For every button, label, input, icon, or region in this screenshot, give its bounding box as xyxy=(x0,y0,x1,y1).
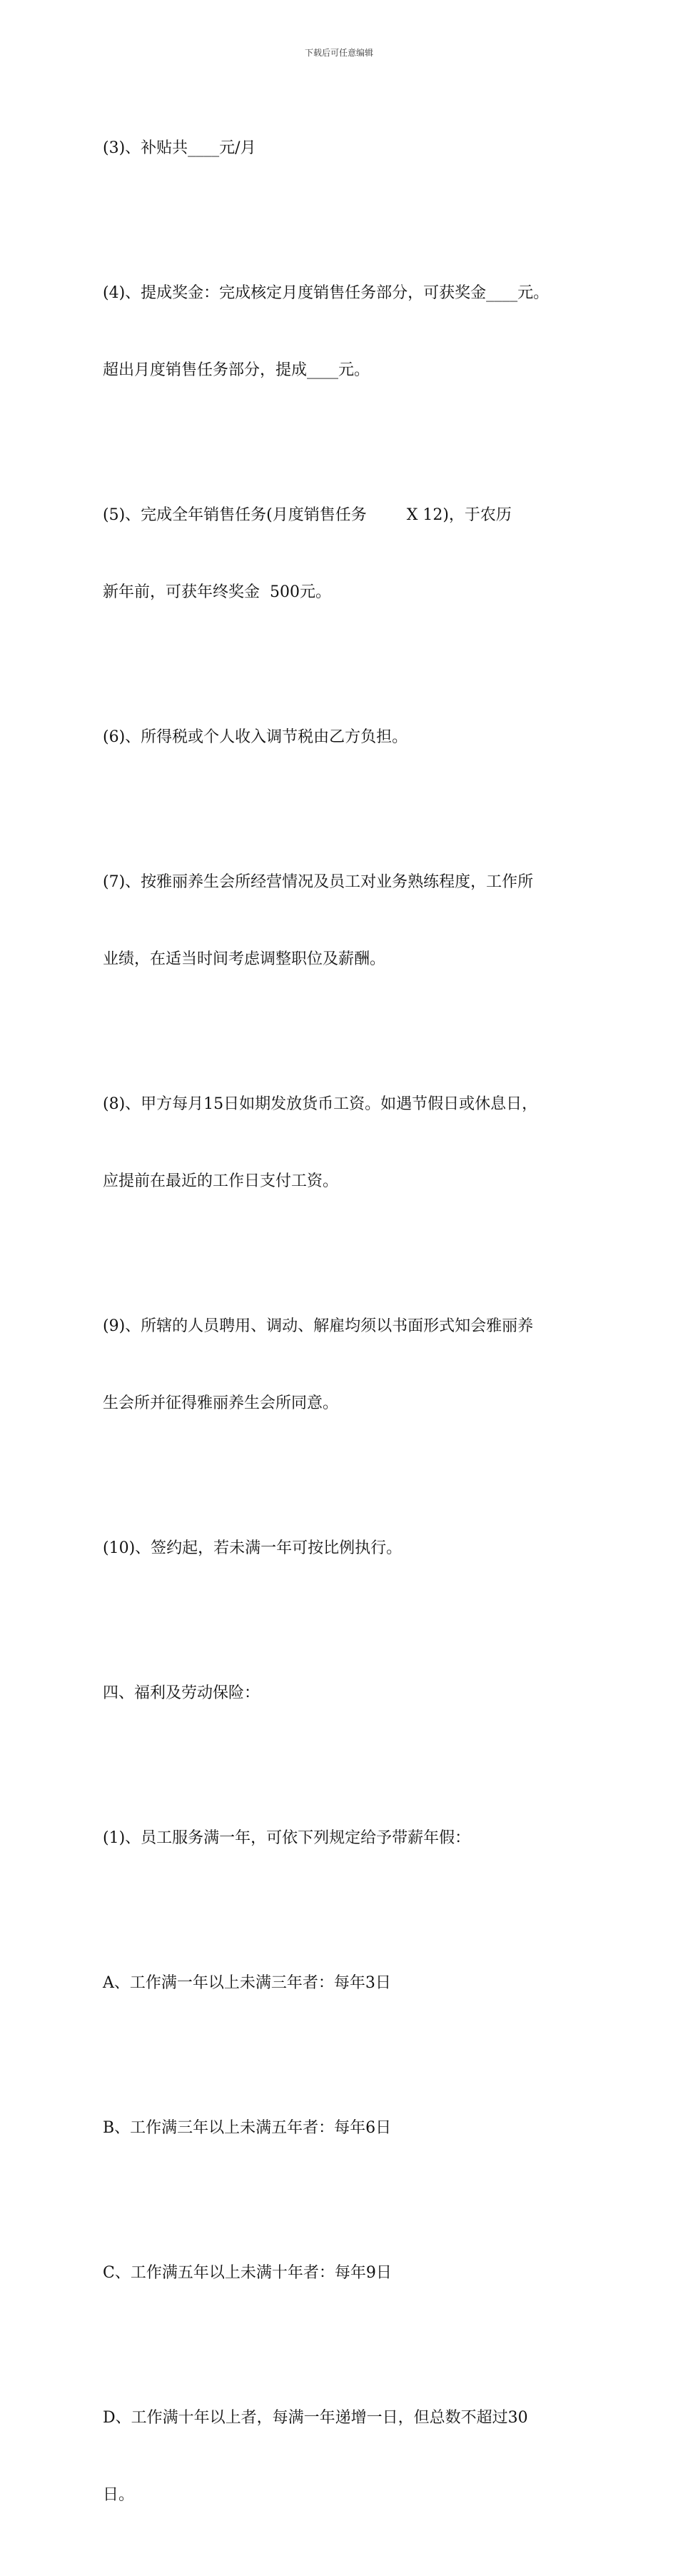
text-line: 新年前，可获年终奖金 500元。 xyxy=(103,583,331,601)
paragraph-9-personnel xyxy=(103,1262,588,1468)
text-line: (5)、完成全年销售任务(月度销售任务 X 12)，于农历 xyxy=(103,506,512,524)
text-line: 超出月度销售任务部分，提成____元。 xyxy=(103,361,370,379)
text-line: C、工作满五年以上未满十年者：每年9日 xyxy=(103,2264,392,2282)
text-line: (1)、员工服务满一年，可依下列规定给予带薪年假： xyxy=(103,1829,471,1847)
list-item-b xyxy=(103,2064,588,2193)
text-line: (9)、所辖的人员聘用、调动、解雇均须以书面形式知会雅丽养 xyxy=(103,1317,534,1335)
text-line: (6)、所得税或个人收入调节税由乙方负担。 xyxy=(103,728,408,746)
text-line: 应提前在最近的工作日支付工资。 xyxy=(103,1172,339,1190)
text-line: 生会所并征得雅丽养生会所同意。 xyxy=(103,1394,339,1412)
paragraph-3-allowance xyxy=(103,84,588,213)
section-heading-benefits xyxy=(103,1629,588,1758)
paragraph-10-proration xyxy=(103,1484,588,1613)
text-line: (8)、甲方每月15日如期发放货币工资。如遇节假日或休息日， xyxy=(103,1095,538,1113)
text-line: (4)、提成奖金：完成核定月度销售任务部分，可获奖金____元。 xyxy=(103,284,550,302)
text-line: 四、福利及劳动保险： xyxy=(103,1684,260,1702)
paragraph-6-income-tax xyxy=(103,673,588,802)
document-body xyxy=(103,84,588,2576)
list-item-c xyxy=(103,2209,588,2338)
text-line: (10)、签约起，若未满一年可按比例执行。 xyxy=(103,1539,403,1557)
text-line: (3)、补贴共____元/月 xyxy=(103,139,256,157)
text-line: A、工作满一年以上未满三年者：每年3日 xyxy=(103,1974,391,1992)
list-item-a xyxy=(103,1919,588,2048)
paragraph-4-commission xyxy=(103,229,588,435)
text-line: B、工作满三年以上未满五年者：每年6日 xyxy=(103,2119,392,2137)
paragraph-8-payday xyxy=(103,1040,588,1246)
text-line: (7)、按雅丽养生会所经营情况及员工对业务熟练程度，工作所 xyxy=(103,873,534,891)
text-line: D、工作满十年以上者，每满一年递增一日，但总数不超过30 xyxy=(103,2409,528,2427)
list-item-d xyxy=(103,2354,588,2560)
paragraph-7-adjustment xyxy=(103,818,588,1024)
text-line: 日。 xyxy=(103,2486,135,2504)
paragraph-1-paid-leave xyxy=(103,1774,588,1903)
text-line: 业绩，在适当时间考虑调整职位及薪酬。 xyxy=(103,950,386,968)
page-header: 下载后可任意编辑 xyxy=(304,48,373,58)
paragraph-5-annual-bonus xyxy=(103,451,588,657)
